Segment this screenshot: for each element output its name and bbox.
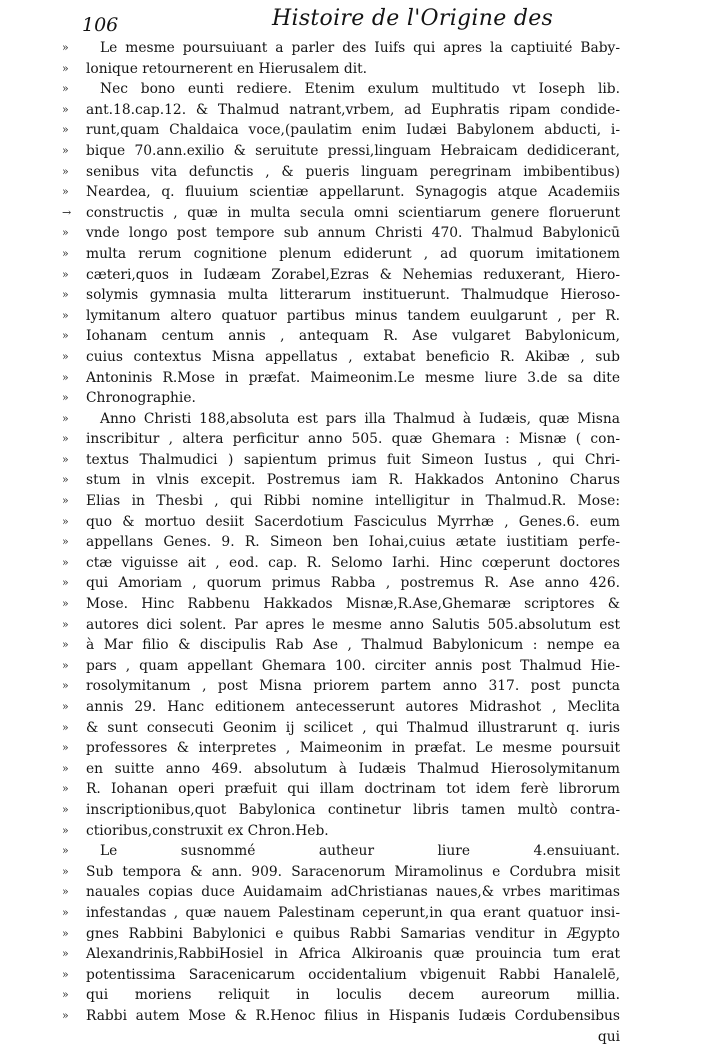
line-text: Neardea, q. fluuium scientiæ appellarunt. Synagogis atque Academiis <box>86 184 620 200</box>
text-line <box>60 944 620 965</box>
quotation-marker: » <box>62 182 69 203</box>
line-text: pars , quam appellant Ghemara 100. circiter annis post Thalmud Hie- <box>86 658 620 674</box>
text-line <box>60 718 620 739</box>
line-text: Mose. Hinc Rabbenu Hakkados Misnæ,R.Ase,Ghemaræ scriptores & <box>86 596 620 612</box>
text-line <box>60 59 620 80</box>
line-text: professores & interpretes , Maimeonim in præfat. Le mesme poursuit <box>86 740 620 756</box>
quotation-marker: » <box>62 676 69 697</box>
line-text: inscriptionibus,quot Babylonica continetur libris tamen multò contra- <box>86 802 620 818</box>
quotation-marker: » <box>62 615 69 636</box>
text-line <box>60 347 620 368</box>
text-line <box>60 141 620 162</box>
text-line <box>60 924 620 945</box>
text-line <box>60 821 620 842</box>
text-line <box>60 38 620 59</box>
line-text: Nec bono eunti rediere. Etenim exulum multitudo vt Ioseph lib. <box>100 81 620 97</box>
text-line <box>60 738 620 759</box>
line-text: Rabbi autem Mose & R.Henoc filius in Hispanis Iudæis Cordubensibus <box>86 1008 620 1024</box>
text-line <box>60 491 620 512</box>
line-text: Sub tempora & ann. 909. Saracenorum Miramolinus e Cordubra misit <box>86 864 620 880</box>
line-text: qui <box>598 1029 620 1045</box>
quotation-marker: » <box>62 429 69 450</box>
text-line <box>60 470 620 491</box>
line-text: R. Iohanan operi præfuit qui illam doctrinam tot idem ferè librorum <box>86 781 620 797</box>
line-text: cuius contextus Misna appellatus , extabat beneficio R. Akibæ , sub <box>86 349 620 365</box>
text-line <box>60 532 620 553</box>
text-line <box>60 1027 620 1047</box>
text-line <box>60 841 620 862</box>
line-text: Iohanam centum annis , antequam R. Ase vulgaret Babylonicum, <box>86 328 620 344</box>
text-line <box>60 759 620 780</box>
quotation-marker: » <box>62 306 69 327</box>
text-line <box>60 553 620 574</box>
page-number: 106 <box>82 14 118 36</box>
line-text: autores dici solent. Par apres le mesme anno Salutis 505.absolutum est <box>86 617 620 633</box>
quotation-marker: » <box>62 944 69 965</box>
text-line <box>60 244 620 265</box>
line-text: ctioribus,construxit ex Chron.Heb. <box>86 823 329 839</box>
quotation-marker: » <box>62 326 69 347</box>
quotation-marker: » <box>62 924 69 945</box>
text-line <box>60 409 620 430</box>
text-line <box>60 594 620 615</box>
quotation-marker: » <box>62 347 69 368</box>
text-line <box>60 779 620 800</box>
quotation-marker: » <box>62 368 69 389</box>
text-line <box>60 368 620 389</box>
line-text: qui moriens reliquit in loculis decem aureorum millia. <box>86 987 620 1003</box>
text-line <box>60 79 620 100</box>
line-text: constructis , quæ in multa secula omni scientiarum genere floruerunt <box>86 205 620 221</box>
text-line <box>60 573 620 594</box>
quotation-marker: » <box>62 779 69 800</box>
text-line <box>60 800 620 821</box>
line-text: Le susnommé autheur liure 4.ensuiuant. <box>100 843 620 859</box>
line-text: vnde longo post tempore sub annum Christi 470. Thalmud Babylonicū <box>86 225 620 241</box>
line-text: senibus vita defunctis , & pueris linguam peregrinam imbibentibus) <box>86 164 620 180</box>
quotation-marker: » <box>62 532 69 553</box>
text-line <box>60 450 620 471</box>
text-line <box>60 120 620 141</box>
quotation-marker: » <box>62 285 69 306</box>
line-text: stum in vlnis excepit. Postremus iam R. Hakkados Antonino Charus <box>86 472 620 488</box>
line-text: en suitte anno 469. absolutum à Iudæis Thalmud Hierosolymitanum <box>86 761 620 777</box>
quotation-marker: » <box>62 79 69 100</box>
line-text: gnes Rabbini Babylonici e quibus Rabbi Samarias venditur in Ægypto <box>86 926 620 942</box>
page-header <box>82 4 642 38</box>
line-text: appellans Genes. 9. R. Simeon ben Iohai,cuius ætate iustitiam perfe- <box>86 534 620 550</box>
text-line <box>60 676 620 697</box>
line-text: textus Thalmudici ) sapientum primus fuit Simeon Iustus , qui Chri- <box>86 452 620 468</box>
text-line <box>60 615 620 636</box>
text-line <box>60 162 620 183</box>
text-line <box>60 265 620 286</box>
running-title: Histoire de l'Origine des <box>272 6 553 31</box>
text-line <box>60 100 620 121</box>
line-text: Anno Christi 188,absoluta est pars illa Thalmud à Iudæis, quæ Misna <box>100 411 620 427</box>
text-line <box>60 285 620 306</box>
quotation-marker: » <box>62 965 69 986</box>
line-text: Alexandrinis,RabbiHosiel in Africa Alkiroanis quæ prouincia tum erat <box>86 946 620 962</box>
text-line <box>60 965 620 986</box>
quotation-marker: » <box>62 573 69 594</box>
quotation-marker: » <box>62 223 69 244</box>
text-line <box>60 882 620 903</box>
quotation-marker: » <box>62 821 69 842</box>
quotation-marker: » <box>62 738 69 759</box>
text-line <box>60 635 620 656</box>
quotation-marker: » <box>62 759 69 780</box>
line-text: bique 70.ann.exilio & seruitute pressi,linguam Hebraicam dedidicerant, <box>86 143 620 159</box>
text-line <box>60 203 620 224</box>
quotation-marker: » <box>62 594 69 615</box>
line-text: rosolymitanum , post Misna priorem partem anno 317. post puncta <box>86 678 620 694</box>
text-line <box>60 697 620 718</box>
quotation-marker: » <box>62 841 69 862</box>
quotation-marker: » <box>62 100 69 121</box>
quotation-marker: » <box>62 985 69 1006</box>
text-line <box>60 182 620 203</box>
quotation-marker: » <box>62 265 69 286</box>
line-text: solymis gymnasia multa litterarum instituerunt. Thalmudque Hieroso- <box>86 287 620 303</box>
text-line <box>60 429 620 450</box>
line-text: lymitanum altero quatuor partibus minus tandem euulgarunt , per R. <box>86 308 620 324</box>
line-text: lonique retournerent en Hierusalem dit. <box>86 61 367 77</box>
quotation-marker: » <box>62 120 69 141</box>
line-text: quo & mortuo desiit Sacerdotium Fasciculus Myrrhæ , Genes.6. eum <box>86 514 620 530</box>
quotation-marker: » <box>62 244 69 265</box>
quotation-marker: » <box>62 882 69 903</box>
quotation-marker: » <box>62 656 69 677</box>
line-text: ant.18.cap.12. & Thalmud natrant,vrbem, ad Euphratis ripam condide- <box>86 102 620 118</box>
quotation-marker: » <box>62 409 69 430</box>
quotation-marker: » <box>62 141 69 162</box>
line-text: Chronographie. <box>86 390 196 406</box>
line-text: multa rerum cognitione plenum ediderunt , ad quorum imitationem <box>86 246 620 262</box>
line-text: & sunt consecuti Geonim ij scilicet , qui Thalmud illustrarunt q. iuris <box>86 720 620 736</box>
quotation-marker: » <box>62 470 69 491</box>
line-text: inscribitur , altera perficitur anno 505. quæ Ghemara : Misnæ ( con- <box>86 431 620 447</box>
line-text: runt,quam Chaldaica voce,(paulatim enim Iudæi Babylonem abducti, i- <box>86 122 620 138</box>
text-line <box>60 1006 620 1027</box>
quotation-marker: » <box>62 491 69 512</box>
text-line <box>60 985 620 1006</box>
line-text: cæteri,quos in Iudæam Zorabel,Ezras & Nehemias reduxerant, Hiero- <box>86 267 620 283</box>
quotation-marker: » <box>62 553 69 574</box>
text-line <box>60 326 620 347</box>
line-text: qui Amoriam , quorum primus Rabba , postremus R. Ase anno 426. <box>86 575 620 591</box>
line-text: Elias in Thesbi , qui Ribbi nomine intelligitur in Thalmud.R. Mose: <box>86 493 620 509</box>
quotation-marker: » <box>62 450 69 471</box>
line-text: ctæ viguisse ait , eod. cap. R. Selomo Iarhi. Hinc cœperunt doctores <box>86 555 620 571</box>
line-text: infestandas , quæ nauem Palestinam ceperunt,in qua erant quatuor insi- <box>86 905 620 921</box>
quotation-marker: » <box>62 162 69 183</box>
quotation-marker: » <box>62 38 69 59</box>
text-line <box>60 512 620 533</box>
quotation-marker: » <box>62 59 69 80</box>
quotation-marker: → <box>62 203 71 224</box>
text-line <box>60 656 620 677</box>
line-text: Le mesme poursuiuant a parler des Iuifs qui apres la captiuité Baby- <box>100 40 620 56</box>
quotation-marker: » <box>62 903 69 924</box>
line-text: potentissima Saracenicarum occidentalium vbigenuit Rabbi Hanalelē, <box>86 967 620 983</box>
quotation-marker: » <box>62 697 69 718</box>
quotation-marker: » <box>62 800 69 821</box>
line-text: annis 29. Hanc editionem antecesserunt autores Midrashot , Meclita <box>86 699 620 715</box>
text-line <box>60 306 620 327</box>
line-text: Antoninis R.Mose in præfat. Maimeonim.Le mesme liure 3.de sa dite <box>86 370 620 386</box>
quotation-marker: » <box>62 512 69 533</box>
quotation-marker: » <box>62 862 69 883</box>
quotation-marker: » <box>62 635 69 656</box>
text-line <box>60 388 620 409</box>
line-text: nauales copias duce Auidamaim adChristianas naues,& vrbes maritimas <box>86 884 620 900</box>
text-line <box>60 223 620 244</box>
quotation-marker: » <box>62 388 69 409</box>
quotation-marker: » <box>62 1006 69 1027</box>
body-text <box>60 38 620 1047</box>
line-text: à Mar filio & discipulis Rab Ase , Thalmud Babylonicum : nempe ea <box>86 637 620 653</box>
quotation-marker: » <box>62 718 69 739</box>
text-line <box>60 903 620 924</box>
text-line <box>60 862 620 883</box>
